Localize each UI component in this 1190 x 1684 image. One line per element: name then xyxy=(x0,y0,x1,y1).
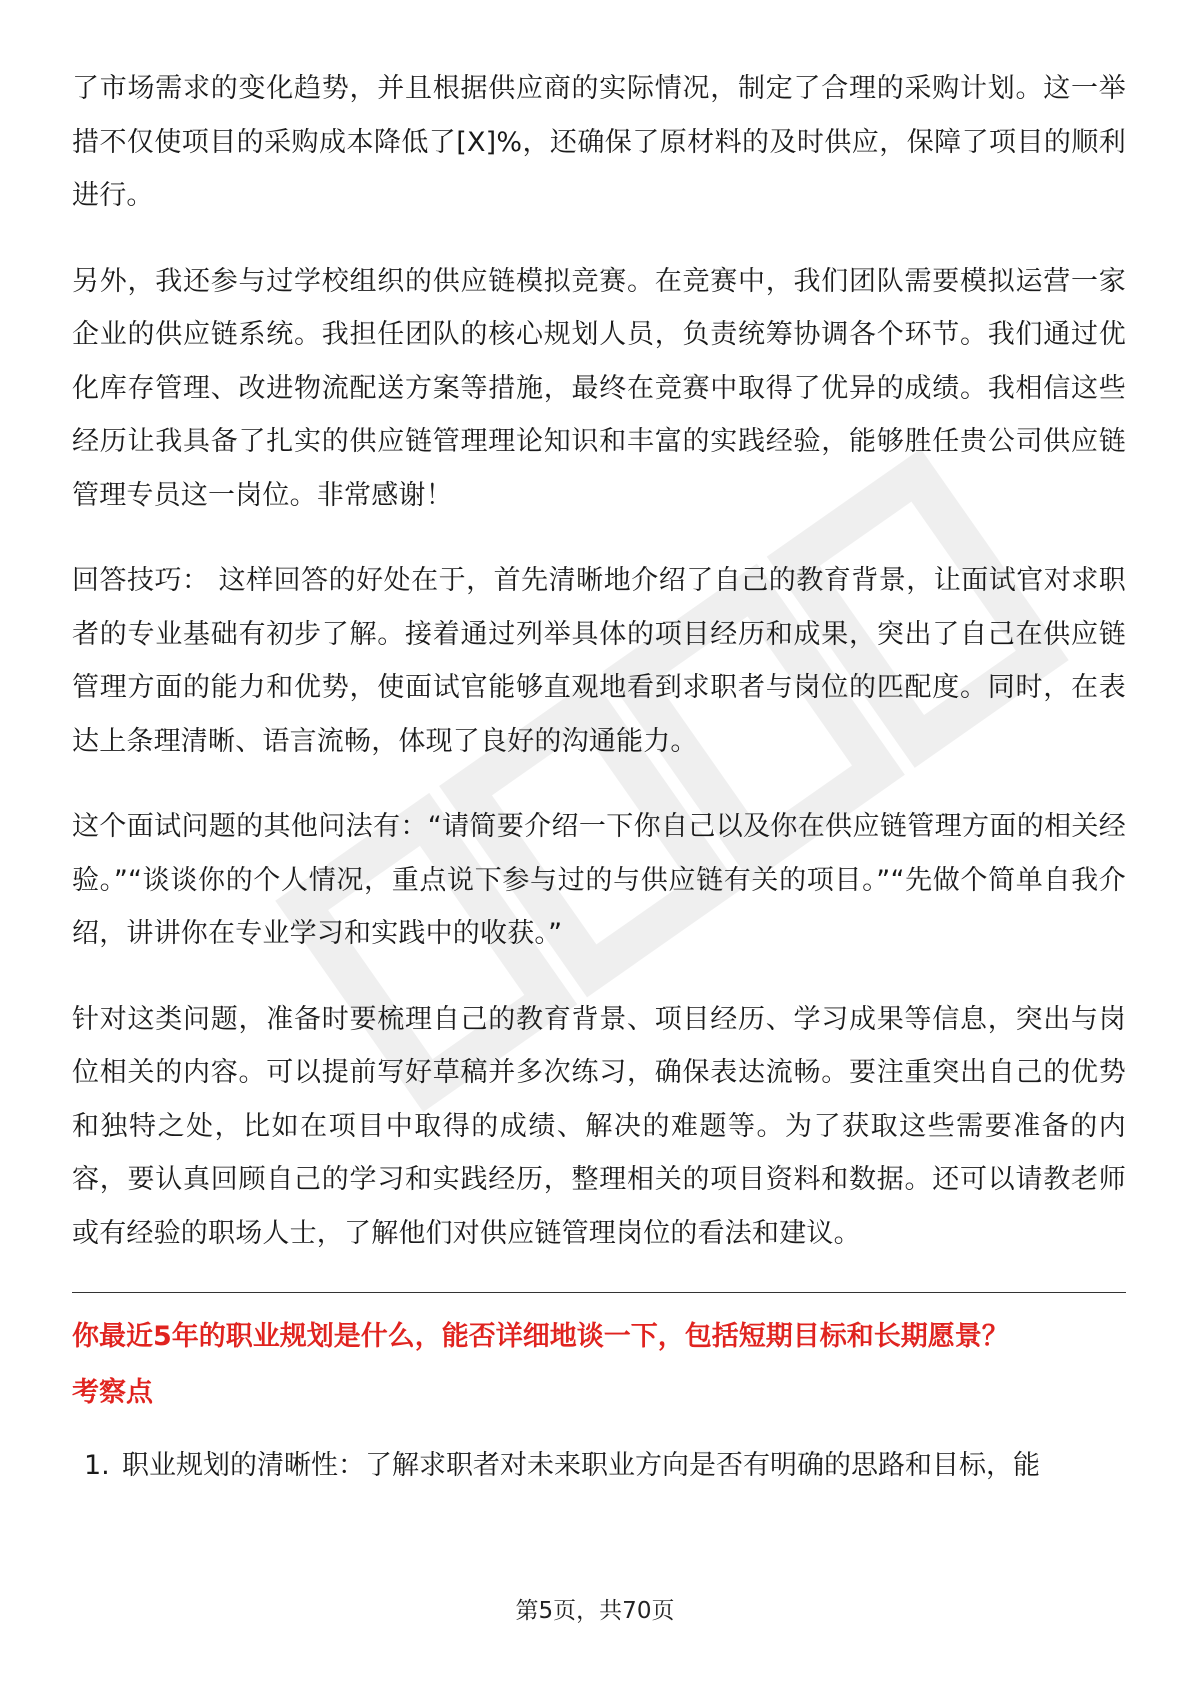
paragraph-answer-tips: 回答技巧： 这样回答的好处在于，首先清晰地介绍了自己的教育背景，让面试官对求职者的专业基础有初步了解。接着通过列举具体的项目经历和成果，突出了自己在供应链管理方面的能力和优势，使面试官能够直观地看到求职者与岗位的匹配度。同时，在表达上条理清晰、语言流畅，体现了良好的沟通能力。 xyxy=(72,565,1126,757)
page-number: 第5页，共70页 xyxy=(515,1598,675,1624)
paragraph-competition: 另外，我还参与过学校组织的供应链模拟竞赛。在竞赛中，我们团队需要模拟运营一家企业的供应链系统。我担任团队的核心规划人员，负责统筹协调各个环节。我们通过优化库存管理、改进物流配送方案等措施，最终在竞赛中取得了优异的成绩。我相信这些经历让我具备了扎实的供应链管理理论知识和丰富的实践经验，能够胜任贵公司供应链管理专员这一岗位。非常感谢！ xyxy=(72,265,1126,511)
list-item xyxy=(72,1439,1126,1492)
list-item-number: 1. xyxy=(84,1450,110,1481)
section-divider xyxy=(72,1292,1126,1293)
paragraph-preparation-advice: 针对这类问题，准备时要梳理自己的教育背景、项目经历、学习成果等信息，突出与岗位相关的内容。可以提前写好草稿并多次练习，确保表达流畅。要注重突出自己的优势和独特之处，比如在项目中取得的成绩、解决的难题等。为了获取这些需要准备的内容，要认真回顾自己的学习和实践经历，整理相关的项目资料和数据。还可以请教老师或有经验的职场人士，了解他们对供应链管理岗位的看法和建议。 xyxy=(72,1003,1126,1249)
document-body xyxy=(72,62,1126,1492)
section-label-assessment-points: 考察点 xyxy=(72,1377,153,1408)
paragraph-procurement: 了市场需求的变化趋势，并且根据供应商的实际情况，制定了合理的采购计划。这一举措不仅使项目的采购成本降低了[X]%，还确保了原材料的及时供应，保障了项目的顺利进行。 xyxy=(72,73,1126,211)
paragraph-alternative-questions: 这个面试问题的其他问法有：“请简要介绍一下你自己以及你在供应链管理方面的相关经验。”“谈谈你的个人情况，重点说下参与过的与供应链有关的项目。”“先做个简单自我介绍，讲讲你在专业学习和实践中的收获。” xyxy=(72,811,1126,949)
question-title: 你最近5年的职业规划是什么，能否详细地谈一下，包括短期目标和长期愿景？ xyxy=(72,1321,1009,1352)
list-item-text: 职业规划的清晰性：了解求职者对未来职业方向是否有明确的思路和目标，能 xyxy=(122,1450,1040,1481)
